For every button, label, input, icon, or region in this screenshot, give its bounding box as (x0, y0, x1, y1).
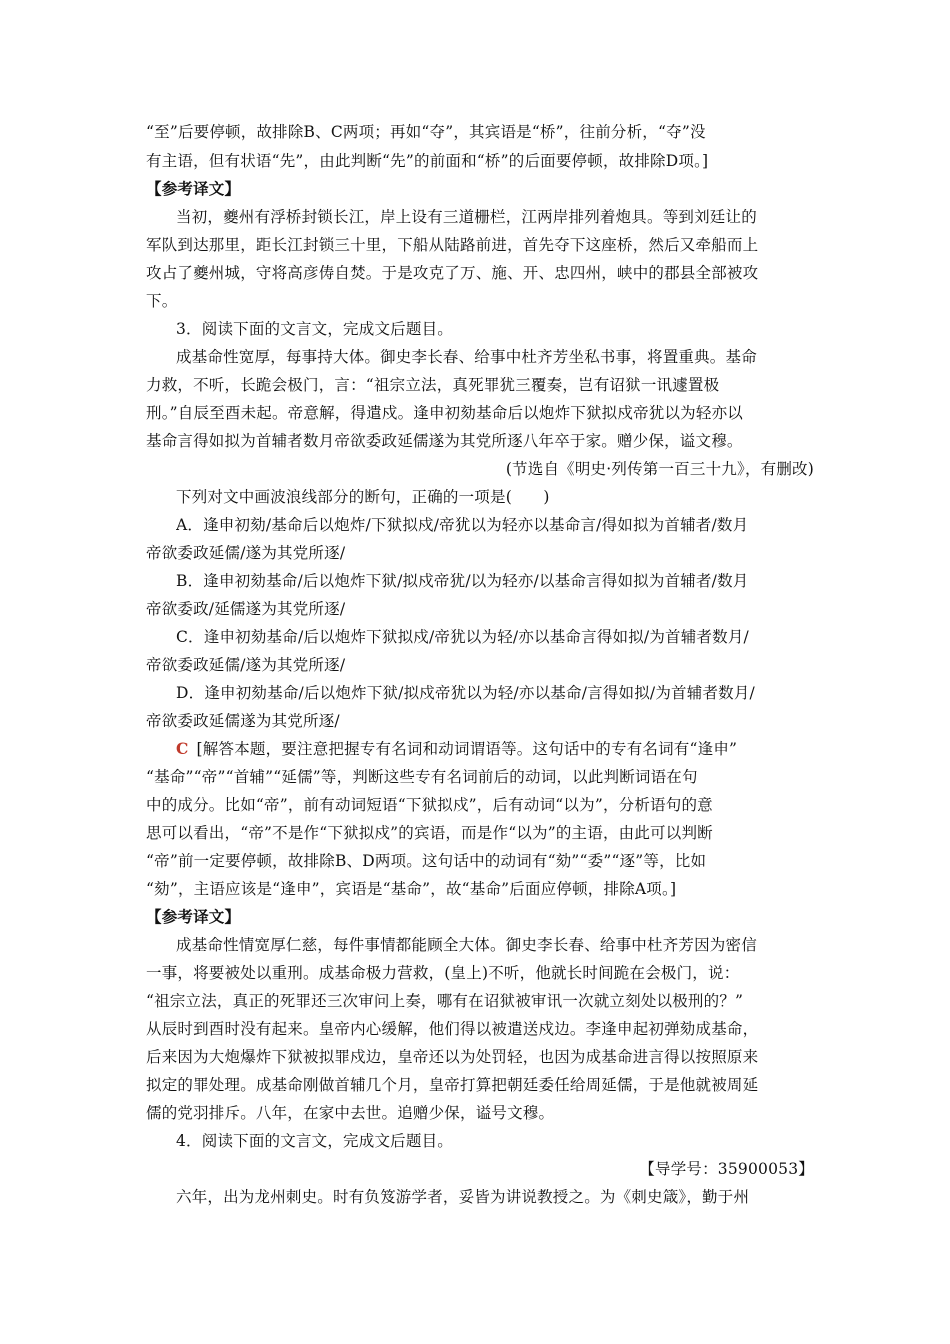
question-heading: 4．阅读下面的文言文，完成文后题目。 (176, 1132, 453, 1150)
text-line: 从辰时到酉时没有起来。皇帝内心缓解，他们得以被遣送戍边。李逢申起初弹劾成基命， (146, 1020, 759, 1038)
text-line: 力救，不听，长跪会极门，言：“祖宗立法，真死罪犹三覆奏，岂有诏狱一讯遽置极 (146, 376, 720, 394)
answer-letter: C (176, 739, 189, 758)
text-line: 军队到达那里，距长江封锁三十里，下船从陆路前进，首先夺下这座桥，然后又牵船而上 (146, 236, 759, 254)
question-heading: 3．阅读下面的文言文，完成文后题目。 (176, 320, 453, 338)
answer-line (176, 739, 814, 759)
text-line: “祖宗立法，真正的死罪还三次审问上奏，哪有在诏狱被审讯一次就立刻处以极刑的？” (146, 992, 744, 1010)
section-heading: 【参考译文】 (146, 179, 241, 198)
text-line: 当初，夔州有浮桥封锁长江，岸上设有三道栅栏，江两岸排列着炮具。等到刘廷让的 (176, 208, 757, 226)
option-c-line2: 帝欲委政延儒/遂为其党所逐/ (146, 656, 346, 674)
question-stem: 下列对文中画波浪线部分的断句，正确的一项是( ) (176, 488, 550, 506)
option-b-line2: 帝欲委政/延儒遂为其党所逐/ (146, 600, 346, 618)
option-d-line2: 帝欲委政延儒遂为其党所逐/ (146, 712, 340, 730)
text-line: 刑。”自辰至酉未起。帝意解，得遣戍。逢申初劾基命后以炮炸下狱拟戍帝犹以为轻亦以 (146, 404, 743, 422)
option-c-line1: C．逢申初劾基命/后以炮炸下狱拟戍/帝犹以为轻/亦以基命言得如拟/为首辅者数月/ (176, 628, 749, 646)
text-line: 儒的党羽排斥。八年，在家中去世。追赠少保，谥号文穆。 (146, 1104, 555, 1122)
text-line: “劾”，主语应该是“逢申”，宾语是“基命”，故“基命”后面应停顿，排除A项。] (146, 880, 677, 898)
text-line: 拟定的罪处理。成基命刚做首辅几个月，皇帝打算把朝廷委任给周延儒，于是他就被周延 (146, 1076, 759, 1094)
source-citation: (节选自《明史·列传第一百三十九》，有删改) (505, 460, 814, 478)
text-line: 六年，出为龙州刺史。时有负笈游学者，妥皆为讲说教授之。为《刺史箴》，勤于州 (176, 1188, 750, 1206)
text-line: 中的成分。比如“帝”，前有动词短语“下狱拟戍”，后有动词“以为”，分析语句的意 (146, 796, 713, 814)
option-a-line1: A．逢申初劾/基命后以炮炸/下狱拟戍/帝犹以为轻亦以基命言/得如拟为首辅者/数月 (176, 516, 749, 534)
answer-explanation-start: [解答本题，要注意把握专有名词和动词谓语等。这句话中的专有名词有“逢申” (196, 740, 738, 758)
option-a-line2: 帝欲委政延儒/遂为其党所逐/ (146, 544, 346, 562)
text-line: “至”后要停顿，故排除B、C两项；再如“夺”，其宾语是“桥”，往前分析，“夺”没 (146, 123, 706, 141)
text-line: 基命言得如拟为首辅者数月帝欲委政延儒遂为其党所逐八年卒于家。赠少保，谥文穆。 (146, 432, 743, 450)
section-heading: 【参考译文】 (146, 907, 241, 926)
text-line: 成基命性情宽厚仁慈，每件事情都能顾全大体。御史李长春、给事中杜齐芳因为密信 (176, 936, 757, 954)
text-line: 一事，将要被处以重刑。成基命极力营救，(皇上)不听，他就长时间跪在会极门，说： (146, 964, 740, 982)
option-b-line1: B．逢申初劾基命/后以炮炸下狱/拟戍帝犹/以为轻亦/以基命言得如拟为首辅者/数月 (176, 572, 749, 590)
text-line: 成基命性宽厚，每事持大体。御史李长春、给事中杜齐芳坐私书事，将置重典。基命 (176, 348, 757, 366)
text-line: 后来因为大炮爆炸下狱被拟罪戍边，皇帝还以为处罚轻，也因为成基命进言得以按照原来 (146, 1048, 759, 1066)
text-line: “基命”“帝”“首辅”“延儒”等，判断这些专有名词前后的动词，以此判断词语在句 (146, 768, 698, 786)
text-line: “帝”前一定要停顿，故排除B、D两项。这句话中的动词有“劾”“委”“逐”等，比如 (146, 852, 707, 870)
text-line: 攻占了夔州城，守将高彦俦自焚。于是攻克了万、施、开、忠四州，峡中的郡县全部被攻 (146, 264, 759, 282)
text-line: 思可以看出，“帝”不是作“下狱拟戍”的宾语，而是作“以为”的主语，由此可以判断 (146, 824, 713, 842)
guide-number: 【导学号：35900053】 (639, 1160, 814, 1178)
option-d-line1: D．逢申初劾基命/后以炮炸下狱/拟戍帝犹以为轻/亦以基命/言得如拟/为首辅者数月/ (176, 684, 755, 702)
text-line: 下。 (146, 292, 178, 310)
text-line: 有主语，但有状语“先”，由此判断“先”的前面和“桥”的后面要停顿，故排除D项。] (146, 152, 709, 170)
